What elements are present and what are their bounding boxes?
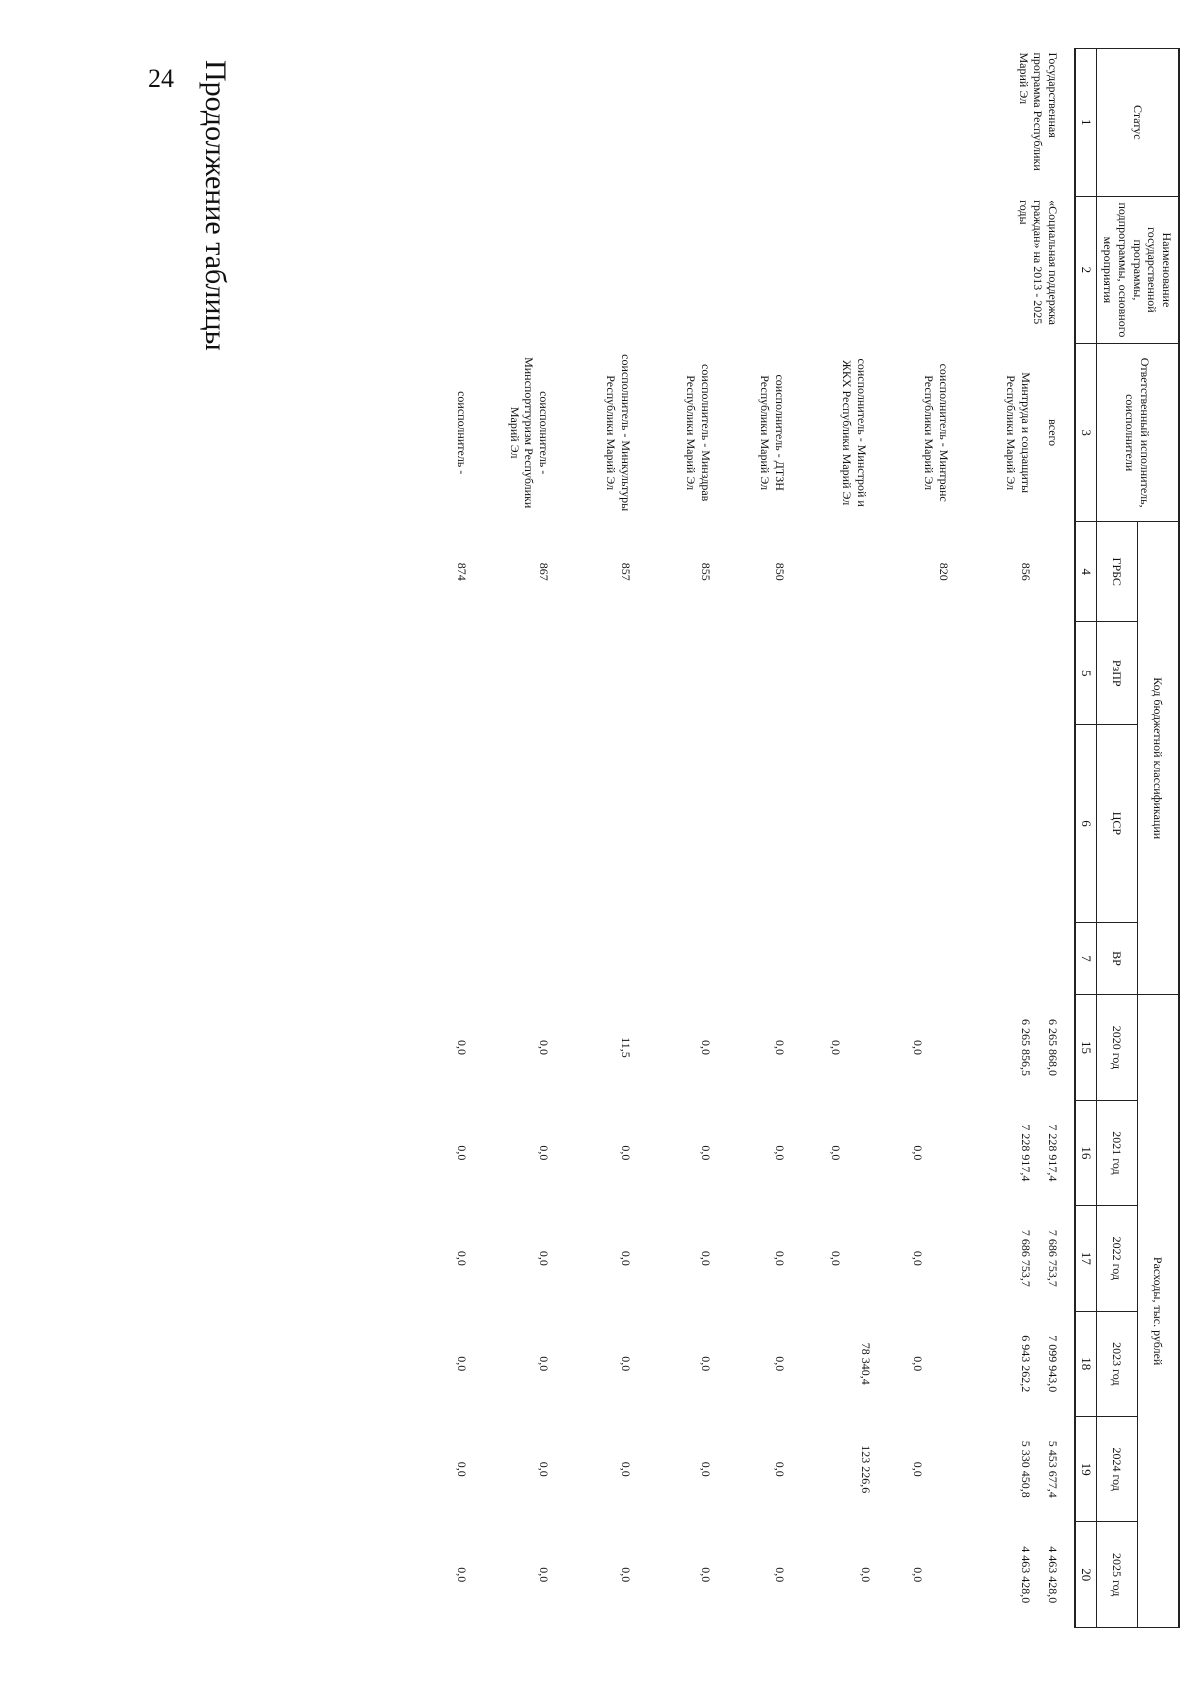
amount-2025: 0,0 [537,1567,552,1583]
rzpr-cell [555,622,637,725]
amount-2021: 0,0 [455,1145,470,1161]
executor-cell: соисполнитель - Минстрой и ЖКХ Республики Марий Эл [840,358,870,507]
amount-2025: 4 463 428,0 [1019,1546,1034,1604]
amount-2021: 0,0 [619,1145,634,1161]
csr-cell [433,725,473,923]
amount-2023: 0,0 [537,1356,552,1372]
grbs-cell: 874 [455,562,470,581]
column-number: 7 [1075,922,1096,994]
vr-cell [717,922,791,994]
amount-2024: 5 330 450,8 [1019,1440,1034,1498]
column-number: 15 [1075,995,1096,1100]
amount-2020: 0,0 [911,1039,926,1055]
column-number: 18 [1075,1311,1096,1416]
table-row [1037,49,1075,1628]
vr-cell [955,922,1037,994]
grbs-cell: 850 [773,562,788,581]
amount-2024: 0,0 [911,1461,926,1477]
column-number: 6 [1075,725,1096,923]
executor-cell: Минтруда и соцзащиты Республики Марий Эл [1004,372,1034,494]
rzpr-cell [955,622,1037,725]
header-executor: Ответственный исполнитель, соисполнители [1096,344,1179,522]
header-year-2025: 2025 год [1096,1522,1137,1628]
header-grbs: ГРБС [1096,522,1137,622]
executor-cell: соисполнитель - ДТЗН Республики Марий Эл [758,374,788,491]
header-year-2020: 2020 год [1096,995,1137,1100]
amount-2020: 0,0 [537,1039,552,1055]
csr-cell [717,725,791,923]
amount-2025: 0,0 [773,1567,788,1583]
column-number: 4 [1075,522,1096,622]
amount-2024: 0,0 [537,1461,552,1477]
amount-2024: 123 226,6 [859,1445,874,1494]
amount-2021: 0,0 [911,1145,926,1161]
header-csr: ЦСР [1096,725,1137,923]
rzpr-cell [1037,622,1075,725]
vr-cell [1037,922,1075,994]
amount-2022: 0,0 [537,1250,552,1266]
grbs-cell: 820 [937,562,952,581]
amount-2025: 0,0 [619,1567,634,1583]
amount-2023: 0,0 [619,1356,634,1372]
amount-2022: 0,0 [911,1250,926,1266]
header-year-2024: 2024 год [1096,1417,1137,1522]
amount-2024: 0,0 [699,1461,714,1477]
amount-2023: 0,0 [773,1356,788,1372]
vr-cell [473,922,555,994]
amount-2020: 0,0 [829,1039,844,1055]
csr-cell [637,725,717,923]
amount-2022: 7 686 753,7 [1019,1229,1034,1287]
csr-cell [791,725,873,923]
column-number: 2 [1075,196,1096,344]
amount-2020: 0,0 [773,1039,788,1055]
csr-cell [955,725,1037,923]
program-name: «Социальная поддержка граждан» на 2013 - 2025 годы [1016,200,1061,325]
amount-2022: 0,0 [699,1250,714,1266]
grbs-cell [791,522,873,622]
amount-2020: 6 265 856,5 [1019,1018,1034,1076]
amount-2023: 0,0 [699,1356,714,1372]
column-number: 17 [1075,1206,1096,1311]
page-number: 24 [148,64,174,93]
vr-cell [433,922,473,994]
grbs-cell: 857 [619,562,634,581]
amount-2020: 0,0 [455,1039,470,1055]
grbs-cell [1037,522,1075,622]
csr-cell [1037,725,1075,923]
amount-2024: 0,0 [619,1461,634,1477]
vr-cell [637,922,717,994]
executor-cell: соисполнитель - Минкультуры Республики Марий Эл [604,354,634,512]
amount-2024: 5 453 677,4 [1046,1440,1061,1498]
amount-2020: 11,5 [619,1037,634,1058]
amount-2020: 0,0 [699,1039,714,1055]
amount-2025: 0,0 [455,1567,470,1583]
amount-2020: 6 265 868,0 [1046,1018,1061,1076]
rzpr-cell [717,622,791,725]
vr-cell [791,922,873,994]
continuation-title: Продолжение таблицы [199,60,232,351]
amount-2021: 0,0 [537,1145,552,1161]
column-number: 19 [1075,1417,1096,1522]
executor-cell: соисполнитель - [455,391,470,475]
amount-2021: 0,0 [773,1145,788,1161]
rzpr-cell [433,622,473,725]
amount-2024: 0,0 [773,1461,788,1477]
header-year-2021: 2021 год [1096,1100,1137,1205]
rotated-table-container [270,48,1180,1628]
amount-2024: 0,0 [455,1461,470,1477]
expenses-table [433,48,1180,1628]
header-vr: ВР [1096,922,1137,994]
header-expenses: Расходы, тыс. рублей [1137,995,1179,1628]
header-year-2023: 2023 год [1096,1311,1137,1416]
rzpr-cell [791,622,873,725]
rzpr-cell [873,622,955,725]
vr-cell [555,922,637,994]
executor-cell: всего [1046,419,1061,447]
rzpr-cell [473,622,555,725]
amount-2022: 7 686 753,7 [1046,1229,1061,1287]
amount-2022: 0,0 [773,1250,788,1266]
amount-2022: 0,0 [619,1250,634,1266]
program-status: Государственная программа Республики Марий Эл [1016,52,1061,171]
header-name: Наименование государственной программы, подпрограммы, основного мероприятия [1096,196,1179,344]
grbs-cell: 856 [1019,562,1034,581]
column-number: 16 [1075,1100,1096,1205]
amount-2023: 6 943 262,2 [1019,1335,1034,1393]
amount-2023: 0,0 [455,1356,470,1372]
column-number: 20 [1075,1522,1096,1628]
amount-2025: 0,0 [859,1567,874,1583]
executor-cell: соисполнитель - Минспорттуризм Республики Марий Эл [507,357,552,509]
amount-2025: 4 463 428,0 [1046,1546,1061,1604]
csr-cell [473,725,555,923]
column-number: 3 [1075,344,1096,522]
csr-cell [873,725,955,923]
amount-2025: 0,0 [699,1567,714,1583]
vr-cell [873,922,955,994]
executor-cell: соисполнитель - Минтранс Республики Марий Эл [922,363,952,502]
rzpr-cell [637,622,717,725]
amount-2021: 7 228 917,4 [1019,1124,1034,1182]
executor-cell: соисполнитель - Минздрав Республики Марий Эл [684,364,714,502]
amount-2021: 0,0 [829,1145,844,1161]
grbs-cell: 855 [699,562,714,581]
amount-2022: 0,0 [829,1250,844,1266]
amount-2023: 0,0 [911,1356,926,1372]
header-year-2022: 2022 год [1096,1206,1137,1311]
amount-2025: 0,0 [911,1567,926,1583]
amount-2021: 0,0 [699,1145,714,1161]
header-rzpr: РзПР [1096,622,1137,725]
csr-cell [555,725,637,923]
header-budget-code: Код бюджетной классификации [1137,522,1179,995]
grbs-cell: 867 [537,562,552,581]
column-number: 5 [1075,622,1096,725]
amount-2023: 7 099 943,0 [1046,1335,1061,1393]
header-status: Статус [1096,49,1179,197]
amount-2023: 78 340,4 [859,1342,874,1385]
amount-2021: 7 228 917,4 [1046,1124,1061,1182]
column-number: 1 [1075,49,1096,197]
amount-2022: 0,0 [455,1250,470,1266]
